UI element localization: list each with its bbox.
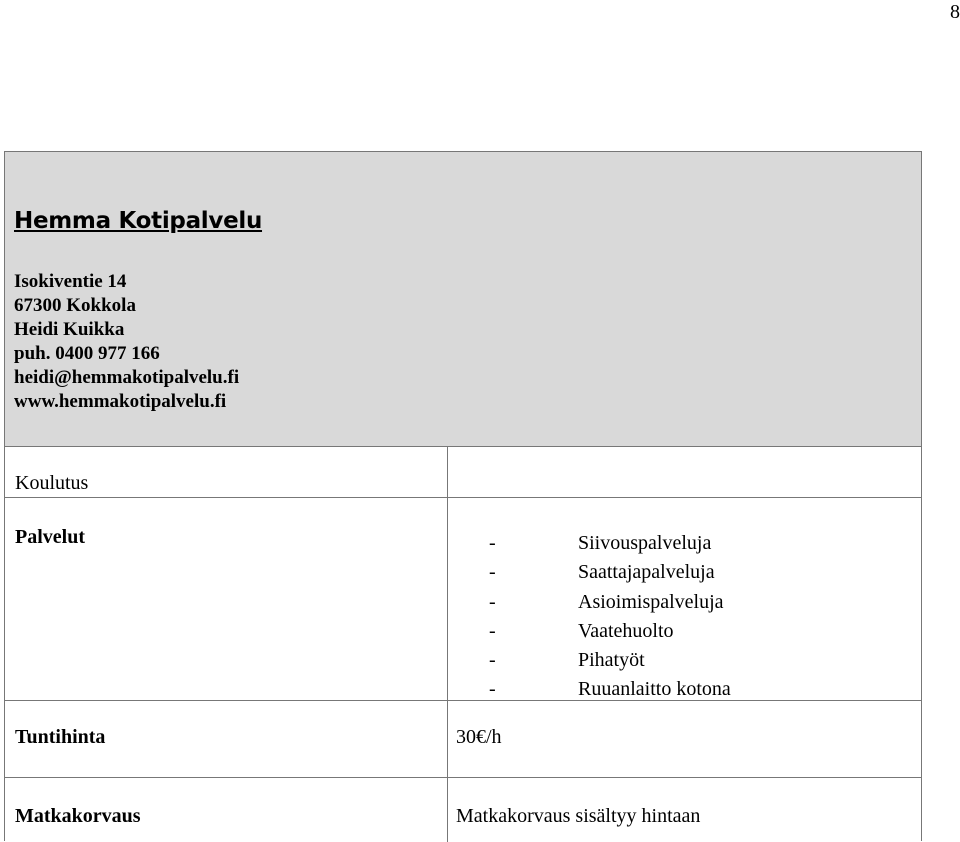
koulutus-label: Koulutus: [15, 472, 89, 494]
row-palvelut: [5, 498, 921, 701]
row-matkakorvaus: [5, 778, 921, 842]
email-link[interactable]: heidi@hemmakotipalvelu.fi: [14, 367, 240, 388]
page-number: 8: [950, 1, 960, 23]
list-dash: -: [489, 649, 496, 672]
list-item: [489, 588, 731, 617]
website-link[interactable]: www.hemmakotipalvelu.fi: [14, 391, 227, 412]
company-info-table: [4, 151, 922, 841]
postal-line: 67300 Kokkola: [14, 295, 136, 316]
list-item: [489, 617, 731, 646]
palvelut-label: Palvelut: [15, 526, 85, 548]
column-divider: [447, 447, 448, 497]
tuntihinta-label: Tuntihinta: [15, 726, 106, 748]
list-item: [489, 529, 731, 558]
list-dash: -: [489, 678, 496, 701]
service-name: Ruuanlaitto kotona: [578, 678, 731, 701]
list-dash: -: [489, 532, 496, 554]
matkakorvaus-value: Matkakorvaus sisältyy hintaan: [456, 805, 701, 827]
contact-block: [14, 270, 239, 414]
contact-person: Heidi Kuikka: [14, 319, 125, 340]
tuntihinta-value: 30€/h: [456, 726, 502, 748]
matkakorvaus-label: Matkakorvaus: [15, 805, 141, 827]
service-name: Asioimispalveluja: [578, 590, 724, 613]
column-divider: [447, 701, 448, 777]
service-name: Siivouspalveluja: [578, 532, 712, 554]
service-name: Pihatyöt: [578, 649, 645, 672]
service-name: Saattajapalveluja: [578, 561, 715, 584]
list-dash: -: [489, 619, 496, 642]
company-name: Hemma Kotipalvelu: [14, 208, 263, 234]
row-koulutus: [5, 447, 921, 498]
row-tuntihinta: [5, 701, 921, 778]
list-dash: -: [489, 561, 496, 584]
list-dash: -: [489, 590, 496, 613]
address-line: Isokiventie 14: [14, 271, 127, 292]
services-list: [489, 529, 731, 705]
company-header-cell: [5, 152, 921, 447]
column-divider: [447, 498, 448, 700]
list-item: [489, 646, 731, 675]
phone-line: puh. 0400 977 166: [14, 343, 160, 364]
column-divider: [447, 778, 448, 842]
list-item: [489, 558, 731, 587]
service-name: Vaatehuolto: [578, 619, 674, 642]
